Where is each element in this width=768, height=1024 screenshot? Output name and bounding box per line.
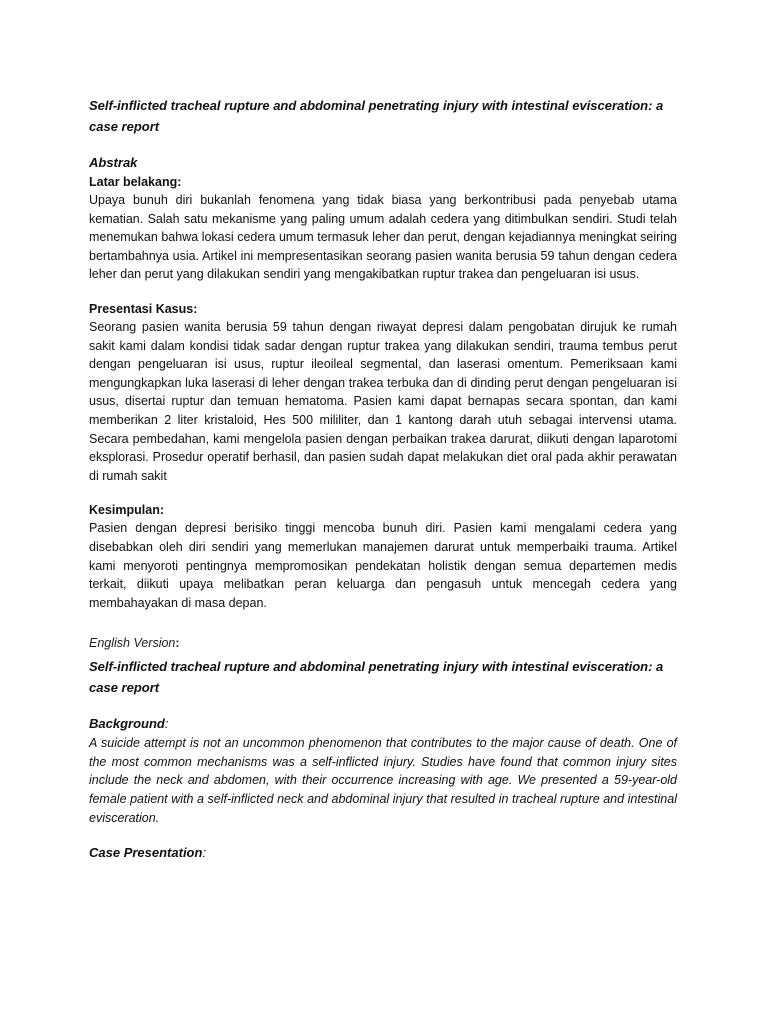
case-presentation-heading bbox=[89, 843, 677, 863]
abstrak-heading: Abstrak bbox=[89, 155, 138, 170]
english-title: Self-inflicted tracheal rupture and abdominal penetrating injury with intestinal evisceration: a case report bbox=[89, 659, 664, 696]
latar-belakang-heading: Latar belakang: bbox=[89, 175, 182, 189]
case-presentation-heading-colon: : bbox=[202, 845, 207, 861]
english-version-label-colon: : bbox=[175, 636, 180, 651]
case-presentation-heading-text: Case Presentation bbox=[89, 845, 203, 861]
presentasi-kasus-heading: Presentasi Kasus: bbox=[89, 301, 198, 316]
english-version-label bbox=[89, 634, 677, 652]
background-text: A suicide attempt is not an uncommon phenomenon that contributes to the major cause of death. One of the most common mechanisms was a self-inflicted injury. Studies have found that common injury sites include the neck and abdomen, with their occurrence increasing with age. We presented a 59-year-old female patient with a self-inflicted neck and abdominal injury that resulted in tracheal rupture and intestinal evisceration. bbox=[89, 736, 677, 825]
background-heading bbox=[89, 714, 677, 734]
kesimpulan-text: Pasien dengan depresi berisiko tinggi mencoba bunuh diri. Pasien kami mengalami cedera yang disebabkan oleh diri sendiri yang memerlukan manajemen darurat untuk memperbaiki trauma. Artikel kami menyoroti pentingnya mempromosikan pendekatan holistik dengan semua departemen medis terkait, diikuti upaya melibatkan peran keluarga dan pengasuh untuk mencegah cedera yang membahayakan di masa depan. bbox=[89, 521, 677, 610]
background-heading-text: Background bbox=[89, 716, 165, 732]
presentasi-kasus-text: Seorang pasien wanita berusia 59 tahun dengan riwayat depresi dalam pengobatan dirujuk ke rumah sakit kami dalam kondisi tidak sadar dengan ruptur trakea yang dilakukan sendiri, trauma tembus perut dengan pengeluaran isi usus, ruptur ileoileal segmental, dan laserasi omentum. Pemeriksaan kami mengungkapkan luka laserasi di leher dengan trakea terbuka dan di dinding perut dengan pengeluaran isi usus, disertai ruptur dan temuan hematoma. Pasien kami dapat bernapas secara spontan, dan kami memberikan 2 liter kristaloid, Hes 500 mililiter, dan 1 kantong darah utuh sebagai intervensi utama. Secara pembedahan, kami mengelola pasien dengan perbaikan trakea darurat, diikuti dengan laparotomi eksplorasi. Prosedur operatif berhasil, dan pasien sudah dapat melakukan diet oral pada akhir perawatan di rumah sakit bbox=[89, 319, 677, 483]
kesimpulan-heading: Kesimpulan: bbox=[89, 503, 165, 518]
latar-belakang-text: Upaya bunuh diri bukanlah fenomena yang tidak biasa yang berkontribusi pada penyebab utama kematian. Salah satu mekanisme yang paling umum adalah cedera yang ditimbulkan sendiri. Studi telah menemukan bahwa lokasi cedera umum termasuk leher dan perut, dengan kejadiannya meningkat seiring bertambahnya usia. Artikel ini mempresentasikan seorang pasien wanita berusia 59 tahun dengan cedera leher dan perut yang dilakukan sendiri yang mengakibatkan ruptur trakea dan pengeluaran isi usus. bbox=[89, 193, 677, 282]
document-title: Self-inflicted tracheal rupture and abdominal penetrating injury with intestinal evisceration: a case report bbox=[89, 98, 664, 134]
english-version-label-text: English Version bbox=[89, 636, 176, 651]
background-heading-colon: : bbox=[164, 716, 169, 732]
